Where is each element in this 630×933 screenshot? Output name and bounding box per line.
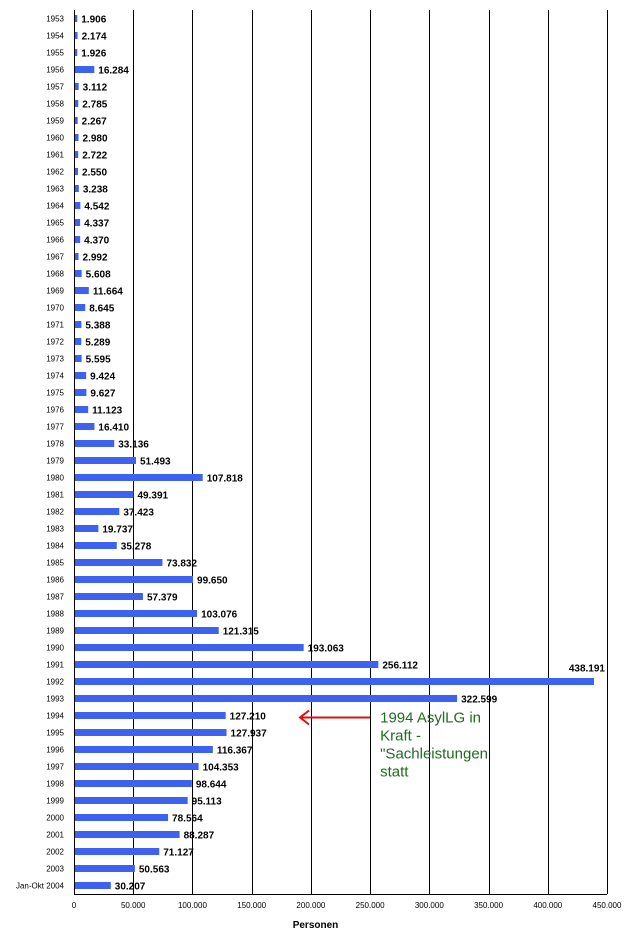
category-label: 1978 — [46, 439, 64, 449]
category-label: 1995 — [46, 728, 64, 738]
x-tick-label: 450.000 — [592, 901, 622, 910]
category-label: 1997 — [46, 762, 64, 772]
bar — [75, 440, 114, 447]
value-label: 1.906 — [81, 14, 107, 26]
bar — [75, 457, 136, 464]
bar — [75, 831, 180, 838]
value-label: 127.210 — [229, 711, 266, 723]
bar — [75, 49, 77, 56]
category-label: 1988 — [46, 609, 64, 619]
category-label: 1960 — [46, 133, 64, 143]
value-label: 19.737 — [102, 524, 133, 536]
value-label: 9.424 — [90, 371, 116, 383]
bar — [75, 372, 86, 379]
bars — [75, 15, 594, 889]
bar — [75, 491, 134, 498]
category-label: 1974 — [46, 371, 64, 381]
category-label: 1955 — [46, 48, 64, 58]
bar — [75, 797, 188, 804]
bar — [75, 763, 199, 770]
bar — [75, 423, 94, 430]
value-label: 30.207 — [114, 881, 146, 893]
bar — [75, 219, 80, 226]
bar — [75, 151, 78, 158]
bar — [75, 525, 98, 532]
category-label: Jan-Okt 2004 — [15, 881, 64, 891]
bar — [75, 474, 203, 481]
value-label: 33.136 — [118, 439, 149, 451]
bar — [75, 576, 193, 583]
value-label: 103.076 — [201, 609, 238, 621]
category-label: 1971 — [46, 320, 64, 330]
bar — [75, 253, 79, 260]
category-label: 1953 — [46, 14, 64, 24]
value-label: 16.284 — [98, 65, 129, 77]
bar — [75, 746, 213, 753]
category-label: 1958 — [46, 99, 64, 109]
category-label: 1966 — [46, 235, 64, 245]
bar — [75, 389, 86, 396]
value-label: 51.493 — [139, 456, 171, 468]
category-label: 1986 — [46, 575, 64, 585]
value-label: 73.832 — [166, 558, 198, 570]
annotation — [300, 710, 488, 781]
category-label: 1985 — [46, 558, 64, 568]
value-label: 98.644 — [195, 779, 227, 791]
value-label: 37.423 — [123, 507, 154, 519]
value-label: 104.353 — [202, 762, 239, 774]
category-label: 1969 — [46, 286, 64, 296]
value-label: 5.388 — [85, 320, 111, 332]
value-label: 2.267 — [81, 116, 107, 128]
bar — [75, 814, 168, 821]
value-label: 4.370 — [84, 235, 110, 247]
category-label: 1979 — [46, 456, 64, 466]
category-label: 1957 — [46, 82, 64, 92]
category-label: 1983 — [46, 524, 64, 534]
bar — [75, 66, 94, 73]
value-label: 127.937 — [230, 728, 267, 740]
category-label: 1963 — [46, 184, 64, 194]
category-label: 1984 — [46, 541, 64, 551]
bar — [75, 661, 378, 668]
bar — [75, 236, 80, 243]
bar — [75, 593, 143, 600]
category-label: 1996 — [46, 745, 64, 755]
category-label: 1982 — [46, 507, 64, 517]
category-label: 1993 — [46, 694, 64, 704]
bar — [75, 100, 78, 107]
x-tick-labels — [72, 901, 622, 910]
bar — [75, 729, 227, 736]
bar — [75, 542, 117, 549]
category-label: 2001 — [46, 830, 64, 840]
category-label: 1973 — [46, 354, 64, 364]
bar — [75, 644, 304, 651]
category-label: 1959 — [46, 116, 64, 126]
bar — [75, 508, 119, 515]
bar — [75, 406, 88, 413]
bar — [75, 32, 78, 39]
category-label: 2000 — [46, 813, 64, 823]
bar — [75, 610, 197, 617]
bar — [75, 321, 81, 328]
value-label: 116.367 — [216, 745, 253, 757]
bar — [75, 848, 159, 855]
bar — [75, 882, 111, 889]
value-label: 8.645 — [89, 303, 115, 315]
x-axis-title: Personen — [292, 920, 339, 931]
x-tick-label: 50.000 — [120, 901, 146, 910]
category-label: 1967 — [46, 252, 64, 262]
category-label: 2003 — [46, 864, 64, 874]
value-label: 1.926 — [81, 48, 107, 60]
category-label: 1987 — [46, 592, 64, 602]
category-label: 1994 — [46, 711, 64, 721]
value-label: 3.238 — [82, 184, 108, 196]
value-label: 50.563 — [138, 864, 170, 876]
value-label: 11.123 — [92, 405, 123, 417]
bar — [75, 168, 78, 175]
value-label: 2.174 — [81, 31, 107, 43]
x-tick-label: 200.000 — [296, 901, 326, 910]
bar — [75, 865, 135, 872]
value-label: 88.287 — [183, 830, 215, 842]
value-label: 5.595 — [85, 354, 111, 366]
annotation-line: statt — [380, 763, 409, 781]
bar — [75, 338, 81, 345]
gridlines — [134, 10, 608, 894]
annotation-text — [380, 710, 488, 781]
value-label: 71.127 — [163, 847, 194, 859]
category-label: 1998 — [46, 779, 64, 789]
value-label: 107.818 — [206, 473, 243, 485]
category-label: 1964 — [46, 201, 64, 211]
bar — [75, 559, 162, 566]
category-label: 1972 — [46, 337, 64, 347]
bar — [75, 287, 89, 294]
category-label: 1970 — [46, 303, 64, 313]
value-label: 3.112 — [82, 82, 108, 94]
annotation-line: "Sachleistungen — [380, 745, 489, 763]
category-label: 1989 — [46, 626, 64, 636]
value-label: 11.664 — [92, 286, 123, 298]
value-label: 99.650 — [197, 575, 228, 587]
value-label: 256.112 — [382, 660, 418, 672]
value-label: 121.315 — [222, 626, 259, 638]
category-labels — [16, 15, 65, 891]
annotation-line: Kraft - — [380, 727, 421, 745]
x-tick-label: 250.000 — [355, 901, 385, 910]
value-label: 2.722 — [82, 150, 108, 162]
value-label: 2.980 — [82, 133, 108, 145]
annotation-line: 1994 AsylLG in — [380, 709, 482, 727]
category-label: 1954 — [46, 31, 64, 41]
x-tick-label: 0 — [71, 901, 77, 910]
value-label: 57.379 — [146, 592, 178, 604]
bar — [75, 117, 78, 124]
value-label: 4.337 — [84, 218, 110, 230]
value-label: 2.992 — [82, 252, 108, 264]
value-label: 5.608 — [85, 269, 111, 281]
bar — [75, 695, 457, 702]
bar — [75, 627, 219, 634]
x-tick-label: 150.000 — [237, 901, 267, 910]
category-label: 1990 — [46, 643, 64, 653]
category-label: 1992 — [46, 677, 64, 687]
value-label: 4.542 — [84, 201, 110, 213]
category-label: 2002 — [46, 847, 64, 857]
category-label: 1962 — [46, 167, 64, 177]
value-label: 2.785 — [82, 99, 108, 111]
bar — [75, 202, 80, 209]
category-label: 1991 — [46, 660, 64, 670]
bar — [75, 270, 82, 277]
bar — [75, 83, 79, 90]
category-label: 1977 — [46, 422, 64, 432]
value-label: 2.550 — [82, 167, 108, 179]
category-label: 1956 — [46, 65, 64, 75]
value-label: 16.410 — [98, 422, 130, 434]
value-label: 49.391 — [137, 490, 169, 502]
category-label: 1961 — [46, 150, 64, 160]
bar — [75, 304, 85, 311]
bar — [75, 185, 79, 192]
x-tick-label: 100.000 — [177, 901, 207, 910]
value-label: 35.278 — [120, 541, 152, 553]
category-label: 1968 — [46, 269, 64, 279]
category-label: 1965 — [46, 218, 64, 228]
bar — [75, 678, 594, 685]
category-label: 1980 — [46, 473, 64, 483]
value-label: 438.191 — [568, 663, 605, 675]
bar — [75, 780, 192, 787]
bar — [75, 15, 77, 22]
value-label: 95.113 — [191, 796, 222, 808]
value-label: 193.063 — [307, 643, 344, 655]
category-label: 1976 — [46, 405, 64, 415]
value-label: 5.289 — [85, 337, 111, 349]
value-label: 9.627 — [90, 388, 116, 400]
bar — [75, 712, 226, 719]
x-tick-label: 400.000 — [533, 901, 563, 910]
value-labels — [81, 15, 605, 893]
value-label: 78.564 — [172, 813, 203, 825]
bar — [75, 355, 82, 362]
bar — [75, 134, 79, 141]
x-tick-label: 350.000 — [474, 901, 504, 910]
category-label: 1981 — [46, 490, 64, 500]
category-label: 1999 — [46, 796, 64, 806]
category-label: 1975 — [46, 388, 64, 398]
x-tick-label: 300.000 — [414, 901, 444, 910]
value-label: 322.599 — [461, 694, 498, 706]
